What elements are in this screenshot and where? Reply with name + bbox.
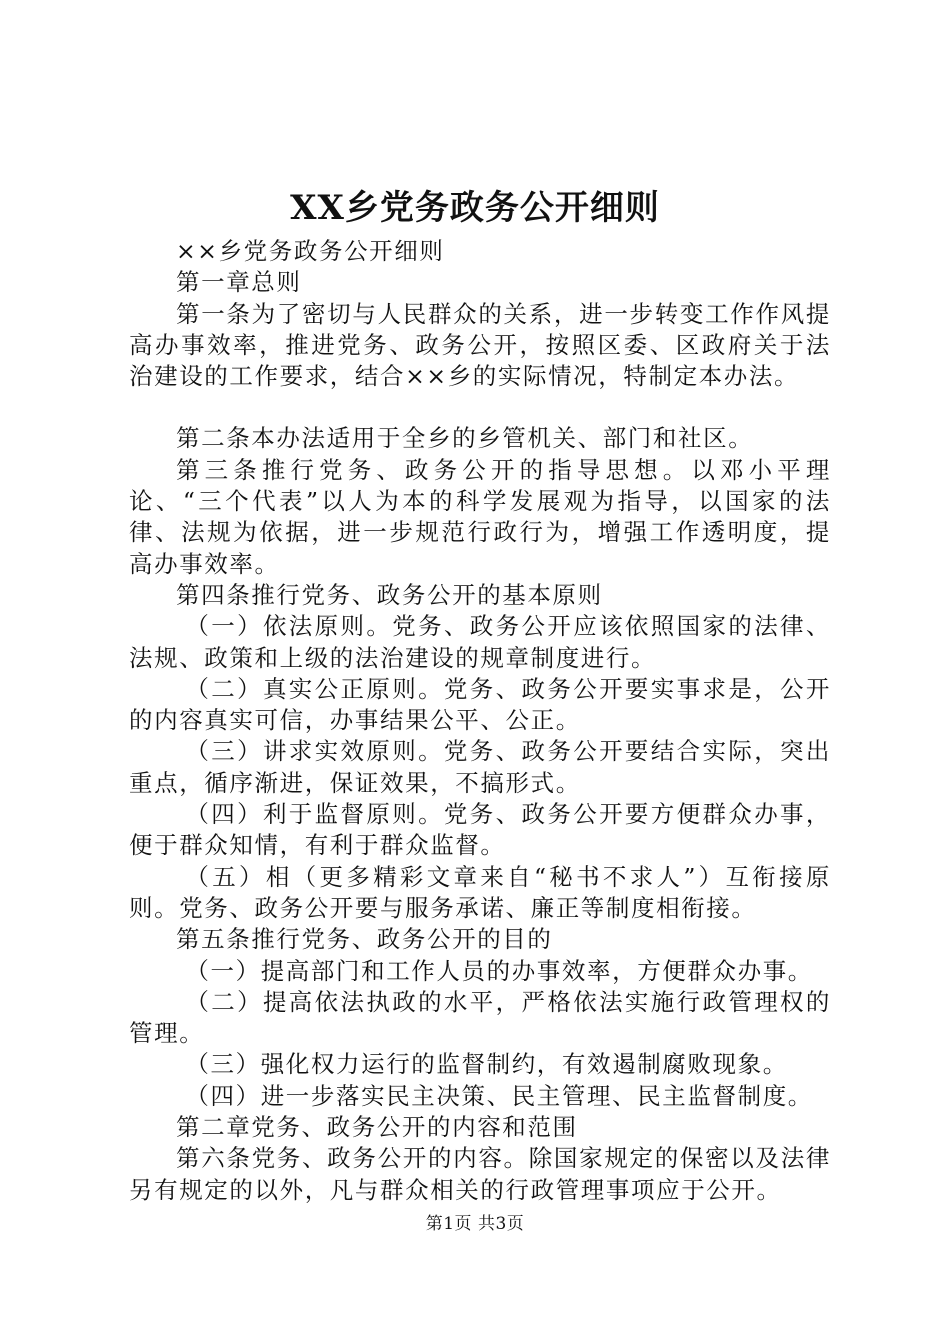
paragraph-article-5: 第五条推行党务、政务公开的目的 bbox=[176, 925, 553, 954]
document-title: XX乡党务政务公开细则 bbox=[290, 188, 660, 228]
paragraph-article-4: 第四条推行党务、政务公开的基本原则 bbox=[176, 580, 603, 609]
paragraph-principle-2: （二）真实公正原则。党务、政务公开要实事求是，公开的内容真实可信，办事结果公平、公正。 bbox=[129, 674, 831, 735]
paragraph-doc-heading: ××乡党务政务公开细则 bbox=[176, 237, 445, 265]
paragraph-article-3: 第三条推行党务、政务公开的指导思想。以邓小平理论、“三个代表”以人为本的科学发展观为指导，以国家的法律、法规为依据，进一步规范行政行为，增强工作透明度，提高办事效率。 bbox=[129, 455, 831, 578]
paragraph-article-6: 第六条党务、政务公开的内容。除国家规定的保密以及法律另有规定的以外，凡与群众相关的行政管理事项应于公开。 bbox=[129, 1144, 831, 1204]
paragraph-chapter-1: 第一章总则 bbox=[176, 268, 302, 297]
paragraph-purpose-1: （一）提高部门和工作人员的办事效率，方便群众办事。 bbox=[185, 956, 813, 985]
paragraph-purpose-3: （三）强化权力运行的监督制约，有效遏制腐败现象。 bbox=[185, 1050, 788, 1079]
paragraph-chapter-2: 第二章党务、政务公开的内容和范围 bbox=[176, 1113, 578, 1142]
paragraph-article-2: 第二条本办法适用于全乡的乡管机关、部门和社区。 bbox=[176, 424, 754, 453]
paragraph-principle-3: （三）讲求实效原则。党务、政务公开要结合实际，突出重点，循序渐进，保证效果，不搞形式。 bbox=[129, 737, 831, 797]
paragraph-purpose-4: （四）进一步落实民主决策、民主管理、民主监督制度。 bbox=[185, 1081, 813, 1110]
paragraph-principle-4: （四）利于监督原则。党务、政务公开要方便群众办事，便于群众知情，有利于群众监督。 bbox=[129, 800, 831, 860]
paragraph-spacer bbox=[129, 392, 831, 423]
paragraph-principle-1: （一）依法原则。党务、政务公开应该依照国家的法律、法规、政策和上级的法治建设的规章制度进行。 bbox=[129, 612, 831, 672]
document-body bbox=[129, 236, 831, 1206]
page-number-footer: 第1页 共3页 bbox=[425, 1214, 525, 1234]
paragraph-principle-5: （五）相（更多精彩文章来自“秘书不求人”）互衔接原则。党务、政务公开要与服务承诺、廉正等制度相衔接。 bbox=[129, 862, 831, 922]
paragraph-article-1: 第一条为了密切与人民群众的关系，进一步转变工作作风提高办事效率，推进党务、政务公开，按照区委、区政府关于法治建设的工作要求，结合××乡的实际情况，特制定本办法。 bbox=[129, 299, 831, 391]
paragraph-purpose-2: （二）提高依法执政的水平，严格依法实施行政管理权的管理。 bbox=[129, 987, 831, 1048]
